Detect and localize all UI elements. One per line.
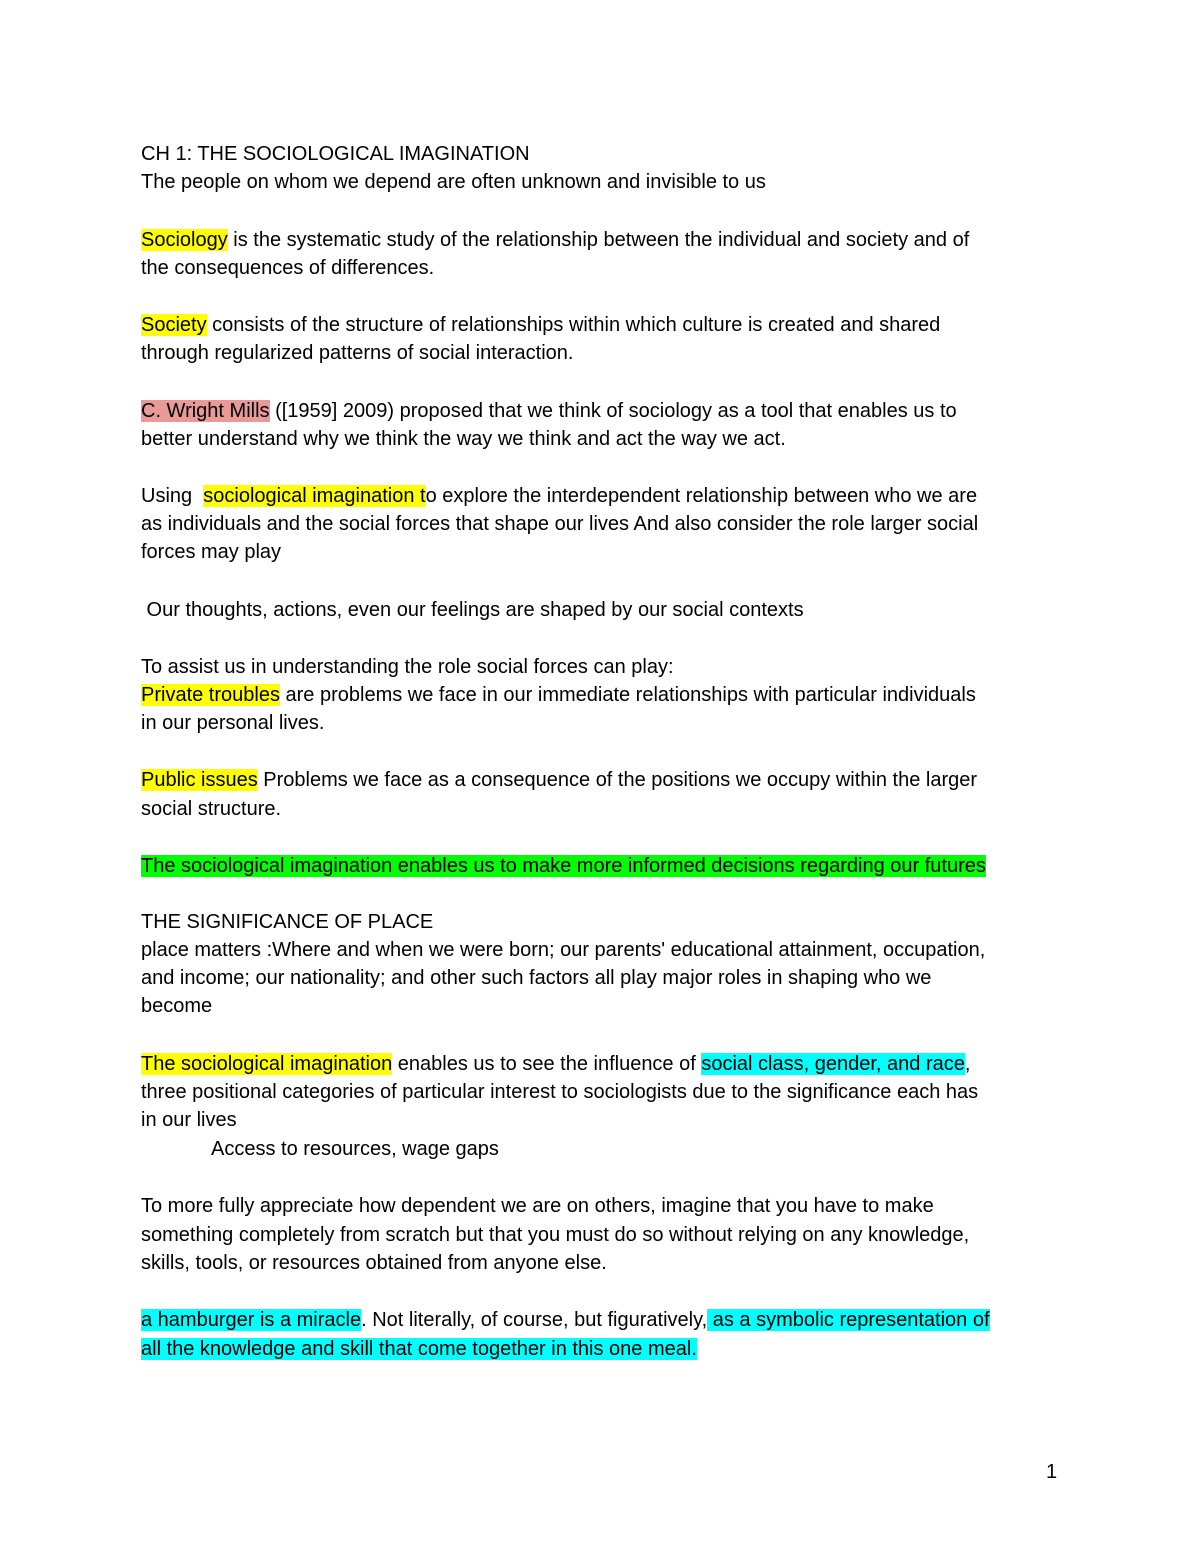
term-the-sociological-imagination: The sociological imagination	[141, 1053, 393, 1075]
imagination-text-3: in our lives	[141, 1109, 237, 1131]
term-private-troubles: Private troubles	[141, 684, 280, 706]
using-text: o explore the interdependent relationship between who we are	[425, 485, 978, 507]
place-heading: THE SIGNIFICANCE OF PLACE	[141, 911, 434, 933]
private-troubles-text: are problems we face in our immediate relationships with particular individuals	[279, 684, 976, 706]
place-text-1: place matters :Where and when we were born; our parents' educational attainment, occupation,	[141, 939, 986, 961]
private-troubles-text-2: in our personal lives.	[141, 712, 325, 734]
sociology-definition-line	[141, 226, 969, 254]
imagination-text-2: three positional categories of particular interest to sociologists due to the significance each has	[141, 1081, 979, 1103]
hamburger-line-2	[141, 1335, 697, 1363]
sociology-text: is the systematic study of the relationship between the individual and society and of	[227, 229, 970, 251]
intro-text: The people on whom we depend are often unknown and invisible to us	[141, 171, 766, 193]
mills-text-2: better understand why we think the way we think and act the way we act.	[141, 428, 786, 450]
knowledge-highlight: all the knowledge and skill that come together in this one meal.	[141, 1338, 697, 1360]
hamburger-line	[141, 1306, 990, 1334]
access-text: Access to resources, wage gaps	[211, 1138, 499, 1160]
society-text-2: through regularized patterns of social interaction.	[141, 342, 574, 364]
page-number: 1	[1046, 1461, 1058, 1483]
using-text-3: forces may play	[141, 541, 282, 563]
thoughts-text: Our thoughts, actions, even our feelings are shaped by our social contexts	[141, 599, 804, 621]
appreciate-text-2: something completely from scratch but that you must do so without relying on any knowledge,	[141, 1224, 970, 1246]
public-issues-text: Problems we face as a consequence of the positions we occupy within the larger	[257, 769, 978, 791]
place-text-3: become	[141, 995, 213, 1017]
sociology-text-2: the consequences of differences.	[141, 257, 435, 279]
chapter-heading: CH 1: THE SOCIOLOGICAL IMAGINATION	[141, 143, 530, 165]
hamburger-highlight: a hamburger is a miracle	[141, 1309, 362, 1331]
using-line	[141, 482, 977, 510]
mills-text: ([1959] 2009) proposed that we think of sociology as a tool that enables us to	[269, 400, 957, 422]
term-sociological-imagination: sociological imagination t	[203, 485, 426, 507]
using-text-2: as individuals and the social forces that shape our lives And also consider the role larger social	[141, 513, 979, 535]
symbolic-highlight: as a symbolic representation of	[707, 1309, 990, 1331]
society-text: consists of the structure of relationships within which culture is created and shared	[206, 314, 941, 336]
appreciate-text-1: To more fully appreciate how dependent we are on others, imagine that you have to make	[141, 1195, 934, 1217]
name-c-wright-mills: C. Wright Mills	[141, 400, 270, 422]
term-public-issues: Public issues	[141, 769, 258, 791]
mills-line	[141, 397, 957, 425]
enables-line	[141, 852, 986, 880]
appreciate-text-3: skills, tools, or resources obtained from anyone else.	[141, 1252, 607, 1274]
term-society: Society	[141, 314, 207, 336]
private-troubles-line	[141, 681, 976, 709]
enables-highlight: The sociological imagination enables us to make more informed decisions regarding our futures	[141, 855, 986, 877]
imagination-line	[141, 1050, 970, 1078]
categories-highlight: social class, gender, and race	[701, 1053, 965, 1075]
society-definition-line	[141, 311, 940, 339]
imagination-comma: ,	[964, 1053, 971, 1075]
imagination-mid: enables us to see the influence of	[392, 1053, 702, 1075]
place-text-2: and income; our nationality; and other such factors all play major roles in shaping who we	[141, 967, 932, 989]
using-prefix: Using	[141, 485, 204, 507]
term-sociology: Sociology	[141, 229, 228, 251]
public-issues-line	[141, 766, 977, 794]
assist-text: To assist us in understanding the role social forces can play:	[141, 656, 674, 678]
hamburger-mid: . Not literally, of course, but figuratively,	[361, 1309, 708, 1331]
public-issues-text-2: social structure.	[141, 798, 282, 820]
